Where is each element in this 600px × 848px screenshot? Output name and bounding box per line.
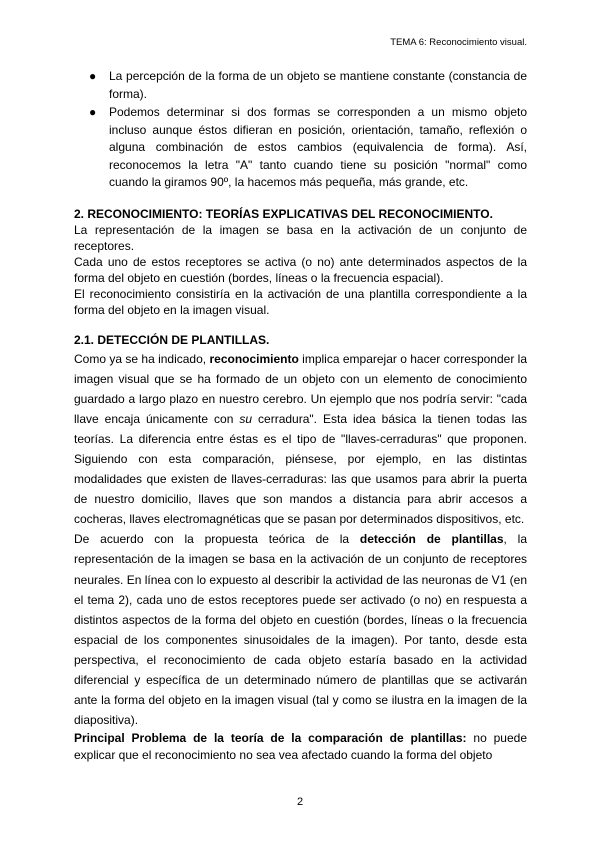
bullet-icon: ● bbox=[89, 69, 97, 83]
section-heading: 2. RECONOCIMIENTO: TEORÍAS EXPLICATIVAS DEL RECONOCIMIENTO. bbox=[74, 206, 493, 221]
bold-term: reconocimiento bbox=[209, 351, 299, 366]
page-number: 2 bbox=[296, 796, 304, 808]
subsection-heading: 2.1. DETECCIÓN DE PLANTILLAS. bbox=[74, 332, 270, 347]
bold-term: Principal Problema de la teoría de la comparación de plantillas: bbox=[74, 731, 467, 746]
text-run: cerradura". Esta idea básica la tienen todas las teorías. La diferencia entre éstas es el tipo de "llaves-cerraduras" que proponen. Siguiendo con esta comparación, piénsese, por ejemplo, en las distintas modalidades que existen de llaves-cerraduras: las que usamos para abrir la puerta de nuestro domicilio, llaves que son mandos a distancia para abrir accesos a cocheras, llaves electromagnéticas que se pasan por determinados dispositivos, etc. bbox=[74, 411, 528, 527]
paragraph bbox=[74, 349, 527, 530]
page-header: TEMA 6: Reconocimiento visual. bbox=[390, 37, 527, 48]
paragraph: La representación de la imagen se basa en la activación de un conjunto de receptores. bbox=[74, 222, 527, 253]
list-item bbox=[74, 104, 527, 192]
bold-term: detección de plantillas bbox=[359, 532, 504, 547]
bullet-list bbox=[74, 68, 527, 192]
paragraph: El reconocimiento consistiría en la activación de una plantilla correspondiente a la forma del objeto en la imagen visual. bbox=[74, 286, 527, 317]
bullet-text: La percepción de la forma de un objeto se mantiene constante (constancia de forma). bbox=[109, 69, 527, 101]
bullet-text: Podemos determinar si dos formas se corresponden a un mismo objeto incluso aunque éstos difieran en posición, orientación, tamaño, reflexión o alguna combinación de estos cambios (equivalencia de forma). Así, reconocemos la letra "A" tanto cuando tiene su posición "normal" como cuando la giramos 90º, la hacemos más pequeña, más grande, etc. bbox=[109, 105, 527, 189]
bullet-icon: ● bbox=[89, 105, 97, 119]
text-run: De acuerdo con la propuesta teórica de la bbox=[74, 532, 360, 547]
text-run: , la representación de la imagen se basa en la activación de un conjunto de receptores neurales. En línea con lo expuesto al describir la actividad de las neuronas de V1 (en el tema 2), cada uno de estos receptores puede ser activado (o no) en respuesta a distintos aspectos de la forma del objeto en cuestión (bordes, líneas o la frecuencia espacial de los componentes sinusoidales de la imagen). Por tanto, desde esta perspectiva, el reconocimiento de cada objeto estaría basado en la actividad diferencial y específica de un determinado número de plantillas que se activarán ante la forma del objeto en la imagen visual (tal y como se ilustra en la imagen de la diapositiva). bbox=[74, 532, 527, 728]
paragraph bbox=[74, 730, 527, 764]
document-body bbox=[74, 68, 527, 764]
paragraph: Cada uno de estos receptores se activa (o no) ante determinados aspectos de la forma del objeto en cuestión (bordes, líneas o la frecuencia espacial). bbox=[74, 254, 527, 285]
text-run: Como ya se ha indicado, bbox=[74, 351, 210, 366]
list-item bbox=[74, 68, 527, 103]
text-run: no puede explicar que el reconocimiento no sea vea afectado cuando la forma del objeto bbox=[74, 731, 528, 763]
italic-term: su bbox=[239, 411, 253, 426]
paragraph bbox=[74, 529, 527, 730]
text-run: implica emparejar o hacer corresponder la imagen visual que se ha formado de un objeto con un elemento de conocimiento guardado a largo plazo en nuestro cerebro. Un ejemplo que nos podría servir: "cada llave encaja únicamente con bbox=[74, 351, 527, 426]
